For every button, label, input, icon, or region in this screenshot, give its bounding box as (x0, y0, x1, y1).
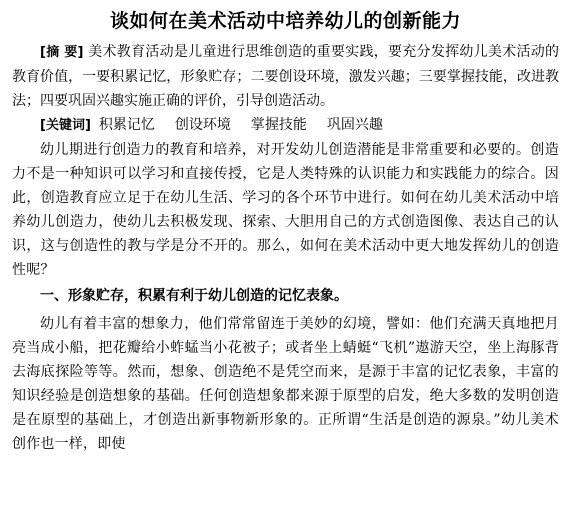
abstract-text: 美术教育活动是儿童进行思维创造的重要实践，要充分发挥幼儿美术活动的教育价值，一要积累记忆，形象贮存；二要创设环境，激发兴趣；三要掌握技能，改进教法；四要巩固兴趣实施正确的评价，引导创造活动。 (12, 44, 560, 109)
intro-paragraph: 幼儿期进行创造力的教育和培养，对开发幼儿创造潜能是非常重要和必要的。创造力不是一种知识可以学习和直接传授，它是人类特殊的认识能力和实践能力的综合。因此，创造教育应立足于在幼儿生活、学习的各个环节中进行。如何在幼儿美术活动中培养幼儿创造力，使幼儿去积极发现、探索、大胆用自己的方式创造图像、表达自己的认识，这与创造性的教与学是分不开的。那么，如何在美术活动中更大地发挥幼儿的创造性呢？ (12, 142, 559, 278)
keywords-label: [关键词] (40, 118, 91, 133)
abstract-paragraph (12, 40, 559, 113)
section-paragraph: 幼儿有着丰富的想象力，他们常常留连于美妙的幻境，譬如：他们充满天真地把月亮当成小船，把花瓣给小蚱蜢当小花被子；或者坐上蜻蜓“飞机”遨游天空，坐上海豚背去海底探险等等。然而，想象、创造绝不是凭空而来，是源于丰富的记忆表象，丰富的知识经验是创造想象的基础。任何创造想象都来源于原型的启发，绝大多数的发明创造是在原型的基础上，才创造出新事物新形象的。正所谓“生活是创造的源泉。”幼儿美术创作也一样，即使 (12, 316, 559, 452)
keywords-line (12, 113, 559, 138)
keyword-item: 积累记忆 (98, 117, 155, 133)
document-title: 谈如何在美术活动中培养幼儿的创新能力 (109, 10, 461, 32)
keyword-item: 巩固兴趣 (326, 117, 383, 133)
abstract-label: [摘 要] (40, 45, 84, 60)
keyword-item: 掌握技能 (250, 117, 307, 133)
section-heading: 一、形象贮存，积累有利于幼儿创造的记忆表象。 (40, 288, 348, 304)
keyword-item: 创设环境 (174, 117, 231, 133)
